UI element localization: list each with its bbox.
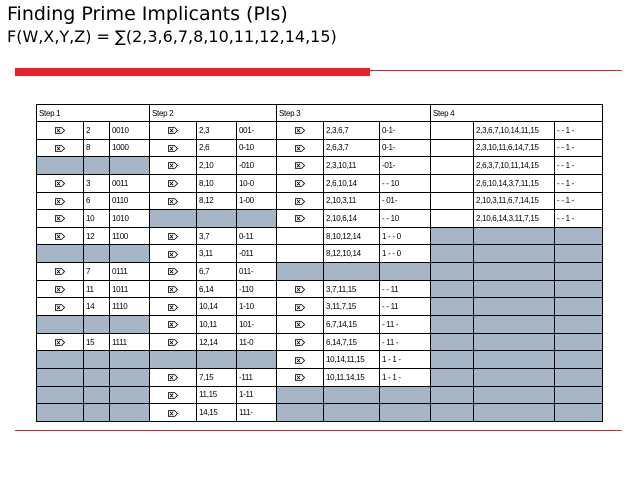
shaded-cell (431, 227, 474, 245)
value-cell: 8,12,10,14 (324, 245, 380, 263)
check-cell (277, 368, 324, 386)
value-cell: 10,11,14,15 (324, 368, 380, 386)
table-row (37, 316, 603, 334)
shaded-cell (555, 298, 603, 316)
shaded-cell (474, 280, 555, 298)
accent-rule (370, 70, 622, 71)
check-cell (150, 174, 197, 192)
value-cell: -010 (237, 157, 277, 175)
check-cell (150, 316, 197, 334)
shaded-cell (277, 404, 324, 422)
box-x-arrow-icon (55, 145, 65, 152)
empty-cell (431, 192, 474, 210)
shaded-cell (474, 351, 555, 369)
value-cell: - - 1 - (555, 192, 603, 210)
table-row (37, 404, 603, 422)
shaded-cell (37, 157, 84, 175)
value-cell: 1-00 (237, 192, 277, 210)
value-cell: 11-0 (237, 333, 277, 351)
value-cell: 6,7 (197, 263, 237, 281)
value-cell: 0111 (110, 263, 150, 281)
value-cell: 2,10,3,11,6,7,14,15 (474, 192, 555, 210)
value-cell: 2,6,10,14,3,7,11,15 (474, 174, 555, 192)
value-cell: 6 (84, 192, 110, 210)
value-cell: 3 (84, 174, 110, 192)
value-cell: 10-0 (237, 174, 277, 192)
shaded-cell (197, 351, 237, 369)
empty-cell (431, 210, 474, 228)
shaded-cell (431, 298, 474, 316)
shaded-cell (555, 386, 603, 404)
shaded-cell (431, 386, 474, 404)
box-x-arrow-icon (295, 198, 305, 205)
shaded-cell (110, 245, 150, 263)
box-x-arrow-icon (55, 215, 65, 222)
value-cell: 14,15 (197, 404, 237, 422)
check-cell (150, 157, 197, 175)
empty-cell (277, 245, 324, 263)
value-cell: 0-11 (237, 227, 277, 245)
check-cell (277, 210, 324, 228)
box-x-arrow-icon (168, 374, 178, 381)
value-cell: 2,6,10,14 (324, 174, 380, 192)
shaded-cell (474, 368, 555, 386)
shaded-cell (37, 368, 84, 386)
box-x-arrow-icon (55, 180, 65, 187)
table-row (37, 298, 603, 316)
check-cell (150, 122, 197, 140)
value-cell: 2,10,6,14 (324, 210, 380, 228)
shaded-cell (474, 333, 555, 351)
shaded-cell (37, 351, 84, 369)
table-body (37, 122, 603, 422)
value-cell: 2,6,3,7 (324, 139, 380, 157)
value-cell: -01- (380, 157, 431, 175)
value-cell: 1 - 1 - (380, 368, 431, 386)
value-cell: 1111 (110, 333, 150, 351)
value-cell: 15 (84, 333, 110, 351)
table-row (37, 263, 603, 281)
box-x-arrow-icon (295, 339, 305, 346)
box-x-arrow-icon (168, 198, 178, 205)
value-cell: -110 (237, 280, 277, 298)
step-4-header: Step 4 (431, 105, 603, 122)
shaded-cell (37, 386, 84, 404)
check-cell (277, 157, 324, 175)
empty-cell (277, 227, 324, 245)
shaded-cell (110, 157, 150, 175)
value-cell: 8,12 (197, 192, 237, 210)
shaded-cell (474, 245, 555, 263)
shaded-cell (474, 386, 555, 404)
value-cell: 1011 (110, 280, 150, 298)
shaded-cell (150, 351, 197, 369)
value-cell: 1110 (110, 298, 150, 316)
step-3-header: Step 3 (277, 105, 431, 122)
check-cell (37, 298, 84, 316)
value-cell: 10 (84, 210, 110, 228)
value-cell: - - 1 - (555, 210, 603, 228)
box-x-arrow-icon (168, 145, 178, 152)
shaded-cell (110, 404, 150, 422)
value-cell: - - 1 - (555, 139, 603, 157)
check-cell (277, 316, 324, 334)
box-x-arrow-icon (55, 339, 65, 346)
value-cell: 1-11 (237, 386, 277, 404)
box-x-arrow-icon (295, 374, 305, 381)
box-x-arrow-icon (168, 339, 178, 346)
table-row (37, 157, 603, 175)
shaded-cell (474, 404, 555, 422)
value-cell: 1 - - 0 (380, 245, 431, 263)
value-cell: 10,14 (197, 298, 237, 316)
check-cell (37, 227, 84, 245)
shaded-cell (237, 210, 277, 228)
check-cell (150, 139, 197, 157)
prime-implicant-table (36, 104, 603, 422)
value-cell: 10,11 (197, 316, 237, 334)
table-row (37, 227, 603, 245)
value-cell: 2,3 (197, 122, 237, 140)
shaded-cell (380, 404, 431, 422)
shaded-cell (37, 404, 84, 422)
shaded-cell (197, 210, 237, 228)
value-cell: 6,7,14,15 (324, 316, 380, 334)
box-x-arrow-icon (168, 251, 178, 258)
box-x-arrow-icon (168, 286, 178, 293)
shaded-cell (237, 351, 277, 369)
value-cell: 0-1- (380, 122, 431, 140)
value-cell: 2,6,3,7,10,11,14,15 (474, 157, 555, 175)
value-cell: 3,7 (197, 227, 237, 245)
box-x-arrow-icon (168, 268, 178, 275)
accent-bar (15, 68, 370, 76)
shaded-cell (110, 351, 150, 369)
value-cell: 10,14,11,15 (324, 351, 380, 369)
check-cell (150, 192, 197, 210)
table-row (37, 139, 603, 157)
shaded-cell (324, 404, 380, 422)
shaded-cell (474, 316, 555, 334)
box-x-arrow-icon (168, 162, 178, 169)
shaded-cell (110, 316, 150, 334)
value-cell: 2 (84, 122, 110, 140)
value-cell: - - 1 - (555, 122, 603, 140)
shaded-cell (110, 386, 150, 404)
box-x-arrow-icon (55, 268, 65, 275)
shaded-cell (84, 316, 110, 334)
shaded-cell (150, 210, 197, 228)
value-cell: 2,3,6,7,10,14,11,15 (474, 122, 555, 140)
shaded-cell (84, 245, 110, 263)
check-cell (37, 263, 84, 281)
shaded-cell (431, 333, 474, 351)
value-cell: 2,10,3,11 (324, 192, 380, 210)
check-cell (150, 245, 197, 263)
value-cell: 7 (84, 263, 110, 281)
value-cell: 2,3,10,11 (324, 157, 380, 175)
value-cell: 111- (237, 404, 277, 422)
check-cell (37, 280, 84, 298)
check-cell (277, 351, 324, 369)
value-cell: 1000 (110, 139, 150, 157)
box-x-arrow-icon (55, 304, 65, 311)
value-cell: - 01- (380, 192, 431, 210)
box-x-arrow-icon (295, 321, 305, 328)
value-cell: 2,6 (197, 139, 237, 157)
value-cell: 8,10 (197, 174, 237, 192)
value-cell: 2,10 (197, 157, 237, 175)
empty-cell (431, 139, 474, 157)
shaded-cell (555, 333, 603, 351)
check-cell (150, 298, 197, 316)
value-cell: 1 - - 0 (380, 227, 431, 245)
box-x-arrow-icon (55, 198, 65, 205)
shaded-cell (84, 157, 110, 175)
box-x-arrow-icon (168, 304, 178, 311)
shaded-cell (277, 386, 324, 404)
value-cell: 2,10,6,14,3,11,7,15 (474, 210, 555, 228)
slide-title: Finding Prime Implicants (PIs) (7, 3, 288, 25)
value-cell: 8,10,12,14 (324, 227, 380, 245)
value-cell: 1100 (110, 227, 150, 245)
shaded-cell (431, 263, 474, 281)
value-cell: 3,11,7,15 (324, 298, 380, 316)
shaded-cell (110, 368, 150, 386)
value-cell: 0010 (110, 122, 150, 140)
value-cell: - - 1 - (555, 174, 603, 192)
value-cell: - - 10 (380, 210, 431, 228)
value-cell: - - 11 (380, 280, 431, 298)
box-x-arrow-icon (295, 162, 305, 169)
check-cell (37, 139, 84, 157)
footer-rule (15, 430, 622, 431)
shaded-cell (431, 245, 474, 263)
shaded-cell (380, 386, 431, 404)
check-cell (37, 192, 84, 210)
value-cell: 6,14,7,15 (324, 333, 380, 351)
value-cell: 7,15 (197, 368, 237, 386)
value-cell: 11 (84, 280, 110, 298)
check-cell (37, 174, 84, 192)
empty-cell (431, 122, 474, 140)
value-cell: 3,7,11,15 (324, 280, 380, 298)
shaded-cell (555, 316, 603, 334)
box-x-arrow-icon (168, 410, 178, 417)
shaded-cell (431, 404, 474, 422)
value-cell: 001- (237, 122, 277, 140)
shaded-cell (431, 280, 474, 298)
check-cell (150, 263, 197, 281)
check-cell (277, 333, 324, 351)
check-cell (277, 298, 324, 316)
step-2-header: Step 2 (150, 105, 277, 122)
box-x-arrow-icon (295, 180, 305, 187)
box-x-arrow-icon (55, 127, 65, 134)
check-cell (277, 192, 324, 210)
shaded-cell (277, 263, 324, 281)
value-cell: 3,11 (197, 245, 237, 263)
shaded-cell (380, 263, 431, 281)
value-cell: 6,14 (197, 280, 237, 298)
value-cell: - - 10 (380, 174, 431, 192)
table-row (37, 210, 603, 228)
shaded-cell (555, 280, 603, 298)
box-x-arrow-icon (168, 233, 178, 240)
check-cell (37, 122, 84, 140)
shaded-cell (555, 245, 603, 263)
value-cell: -011 (237, 245, 277, 263)
shaded-cell (555, 368, 603, 386)
value-cell: 0-10 (237, 139, 277, 157)
check-cell (277, 174, 324, 192)
check-cell (150, 333, 197, 351)
check-cell (150, 386, 197, 404)
box-x-arrow-icon (168, 127, 178, 134)
table-row (37, 333, 603, 351)
function-formula: F(W,X,Y,Z) = ∑(2,3,6,7,8,10,11,12,14,15) (7, 27, 337, 46)
shaded-cell (555, 404, 603, 422)
shaded-cell (555, 351, 603, 369)
value-cell: 12,14 (197, 333, 237, 351)
box-x-arrow-icon (295, 357, 305, 364)
table-row (37, 386, 603, 404)
value-cell: - 11 - (380, 333, 431, 351)
shaded-cell (474, 263, 555, 281)
check-cell (277, 139, 324, 157)
shaded-cell (555, 227, 603, 245)
check-cell (150, 368, 197, 386)
value-cell: 1 - 1 - (380, 351, 431, 369)
box-x-arrow-icon (168, 180, 178, 187)
value-cell: 14 (84, 298, 110, 316)
value-cell: 8 (84, 139, 110, 157)
value-cell: 11,15 (197, 386, 237, 404)
check-cell (277, 122, 324, 140)
box-x-arrow-icon (55, 286, 65, 293)
empty-cell (431, 157, 474, 175)
shaded-cell (431, 351, 474, 369)
check-cell (37, 333, 84, 351)
shaded-cell (84, 404, 110, 422)
check-cell (150, 404, 197, 422)
table-row (37, 280, 603, 298)
box-x-arrow-icon (295, 145, 305, 152)
empty-cell (431, 174, 474, 192)
check-cell (150, 227, 197, 245)
table-row (37, 192, 603, 210)
table-row (37, 351, 603, 369)
table-row (37, 368, 603, 386)
value-cell: 1010 (110, 210, 150, 228)
check-cell (150, 280, 197, 298)
shaded-cell (324, 386, 380, 404)
box-x-arrow-icon (55, 233, 65, 240)
shaded-cell (555, 263, 603, 281)
table-row (37, 174, 603, 192)
box-x-arrow-icon (295, 127, 305, 134)
shaded-cell (431, 316, 474, 334)
check-cell (277, 280, 324, 298)
box-x-arrow-icon (168, 392, 178, 399)
value-cell: 12 (84, 227, 110, 245)
step-1-header: Step 1 (37, 105, 150, 122)
shaded-cell (431, 368, 474, 386)
value-cell: 0-1- (380, 139, 431, 157)
shaded-cell (37, 245, 84, 263)
shaded-cell (84, 351, 110, 369)
value-cell: 0011 (110, 174, 150, 192)
box-x-arrow-icon (295, 215, 305, 222)
value-cell: 2,3,10,11,6,14,7,15 (474, 139, 555, 157)
value-cell: 101- (237, 316, 277, 334)
box-x-arrow-icon (168, 321, 178, 328)
table-row (37, 122, 603, 140)
shaded-cell (37, 316, 84, 334)
value-cell: 1-10 (237, 298, 277, 316)
box-x-arrow-icon (295, 286, 305, 293)
shaded-cell (474, 298, 555, 316)
table-row (37, 245, 603, 263)
shaded-cell (84, 368, 110, 386)
box-x-arrow-icon (295, 304, 305, 311)
check-cell (37, 210, 84, 228)
shaded-cell (84, 386, 110, 404)
value-cell: - 11 - (380, 316, 431, 334)
value-cell: - - 11 (380, 298, 431, 316)
header-row (37, 105, 603, 122)
value-cell: -111 (237, 368, 277, 386)
value-cell: 2,3,6,7 (324, 122, 380, 140)
shaded-cell (324, 263, 380, 281)
value-cell: - - 1 - (555, 157, 603, 175)
shaded-cell (474, 227, 555, 245)
value-cell: 011- (237, 263, 277, 281)
value-cell: 0110 (110, 192, 150, 210)
